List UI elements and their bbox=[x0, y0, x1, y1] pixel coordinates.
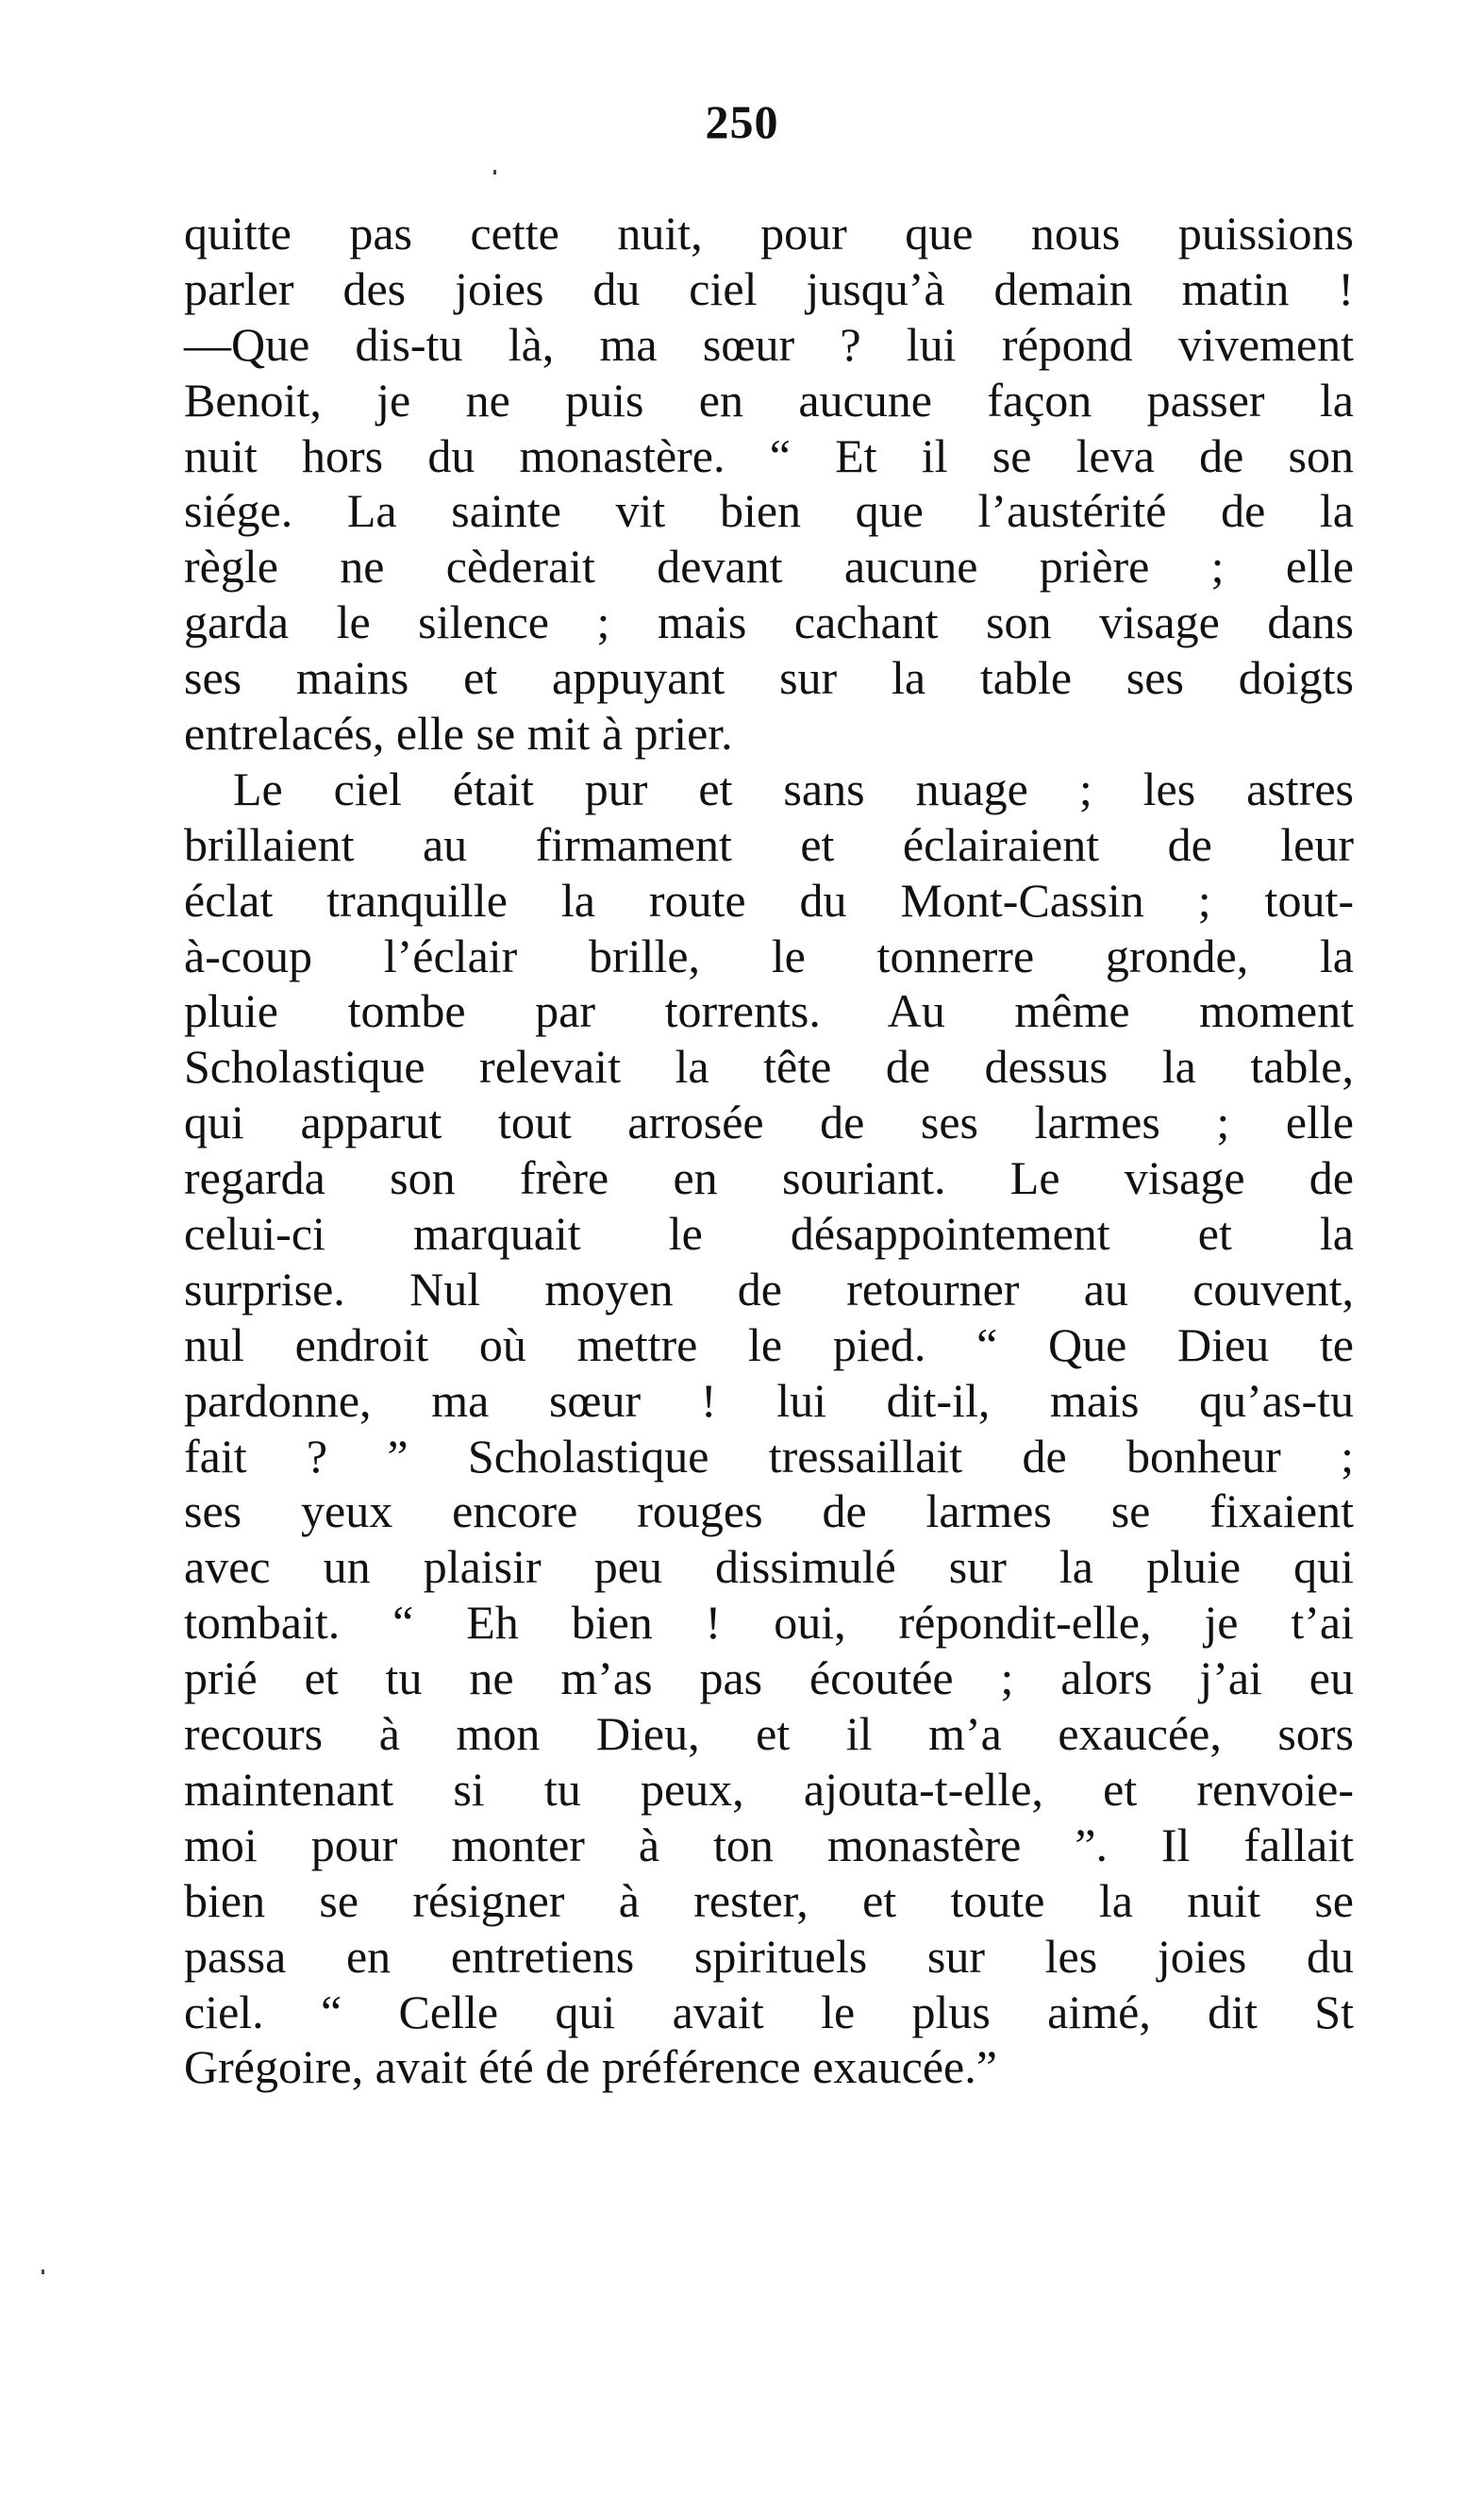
text-line: bien se résigner à rester, et toute la nuit se bbox=[184, 1873, 1354, 1927]
text-line: ciel. “ Celle qui avait le plus aimé, dit St bbox=[184, 1985, 1354, 2038]
text-line: maintenant si tu peux, ajouta-t-elle, et renvoie- bbox=[184, 1762, 1354, 1816]
text-line: passa en entretiens spirituels sur les joies du bbox=[184, 1929, 1354, 1983]
text-line: éclat tranquille la route du Mont-Cassin ; tout- bbox=[184, 873, 1354, 927]
text-line: moi pour monter à ton monastère ”. Il fallait bbox=[184, 1818, 1354, 1871]
scan-speck bbox=[42, 2270, 44, 2274]
text-line: quitte pas cette nuit, pour que nous puissions bbox=[184, 207, 1354, 260]
text-line: Benoit, je ne puis en aucune façon passer la bbox=[184, 373, 1354, 427]
text-line: Le ciel était pur et sans nuage ; les astres bbox=[233, 762, 1354, 815]
text-line: brillaient au firmament et éclairaient de leur bbox=[184, 817, 1354, 871]
text-line: nuit hors du monastère. “ Et il se leva de son bbox=[184, 428, 1354, 482]
text-line: tombait. “ Eh bien ! oui, répondit-elle, je t’ai bbox=[184, 1596, 1354, 1650]
body-text bbox=[184, 206, 1354, 2095]
text-line: pardonne, ma sœur ! lui dit-il, mais qu’as-tu bbox=[184, 1373, 1354, 1427]
paragraph-1 bbox=[184, 206, 1354, 762]
text-line: siége. La sainte vit bien que l’austérité de la bbox=[184, 484, 1354, 538]
text-line: avec un plaisir peu dissimulé sur la pluie qui bbox=[184, 1540, 1354, 1594]
text-line: prié et tu ne m’as pas écoutée ; alors j’ai eu bbox=[184, 1651, 1354, 1705]
text-line: à-coup l’éclair brille, le tonnerre gronde, la bbox=[184, 929, 1354, 982]
text-line: nul endroit où mettre le pied. “ Que Dieu te bbox=[184, 1317, 1354, 1371]
text-line: Grégoire, avait été de préférence exaucée.” bbox=[184, 2040, 997, 2094]
text-line: garda le silence ; mais cachant son visage dans bbox=[184, 595, 1354, 649]
text-line: fait ? ” Scholastique tressaillait de bonheur ; bbox=[184, 1429, 1354, 1483]
text-line: ses yeux encore rouges de larmes se fixaient bbox=[184, 1484, 1354, 1538]
text-line: surprise. Nul moyen de retourner au couvent, bbox=[184, 1262, 1354, 1316]
text-line: entrelacés, elle se mit à prier. bbox=[184, 707, 733, 761]
text-line: recours à mon Dieu, et il m’a exaucée, sors bbox=[184, 1707, 1354, 1761]
text-line: qui apparut tout arrosée de ses larmes ; elle bbox=[184, 1096, 1354, 1149]
page-number: 250 bbox=[705, 95, 779, 148]
text-line: ses mains et appuyant sur la table ses doigts bbox=[184, 651, 1354, 705]
text-line: pluie tombe par torrents. Au même moment bbox=[184, 984, 1354, 1038]
text-line: celui-ci marquait le désappointement et la bbox=[184, 1207, 1354, 1261]
text-line: Scholastique relevait la tête de dessus la table, bbox=[184, 1040, 1354, 1094]
scan-speck bbox=[493, 170, 496, 175]
text-line: règle ne cèderait devant aucune prière ; elle bbox=[184, 540, 1354, 594]
text-line: —Que dis-tu là, ma sœur ? lui répond vivement bbox=[184, 317, 1354, 371]
text-line: regarda son frère en souriant. Le visage de bbox=[184, 1151, 1354, 1205]
paragraph-2 bbox=[184, 762, 1354, 2095]
text-line: parler des joies du ciel jusqu’à demain matin ! bbox=[184, 261, 1354, 315]
